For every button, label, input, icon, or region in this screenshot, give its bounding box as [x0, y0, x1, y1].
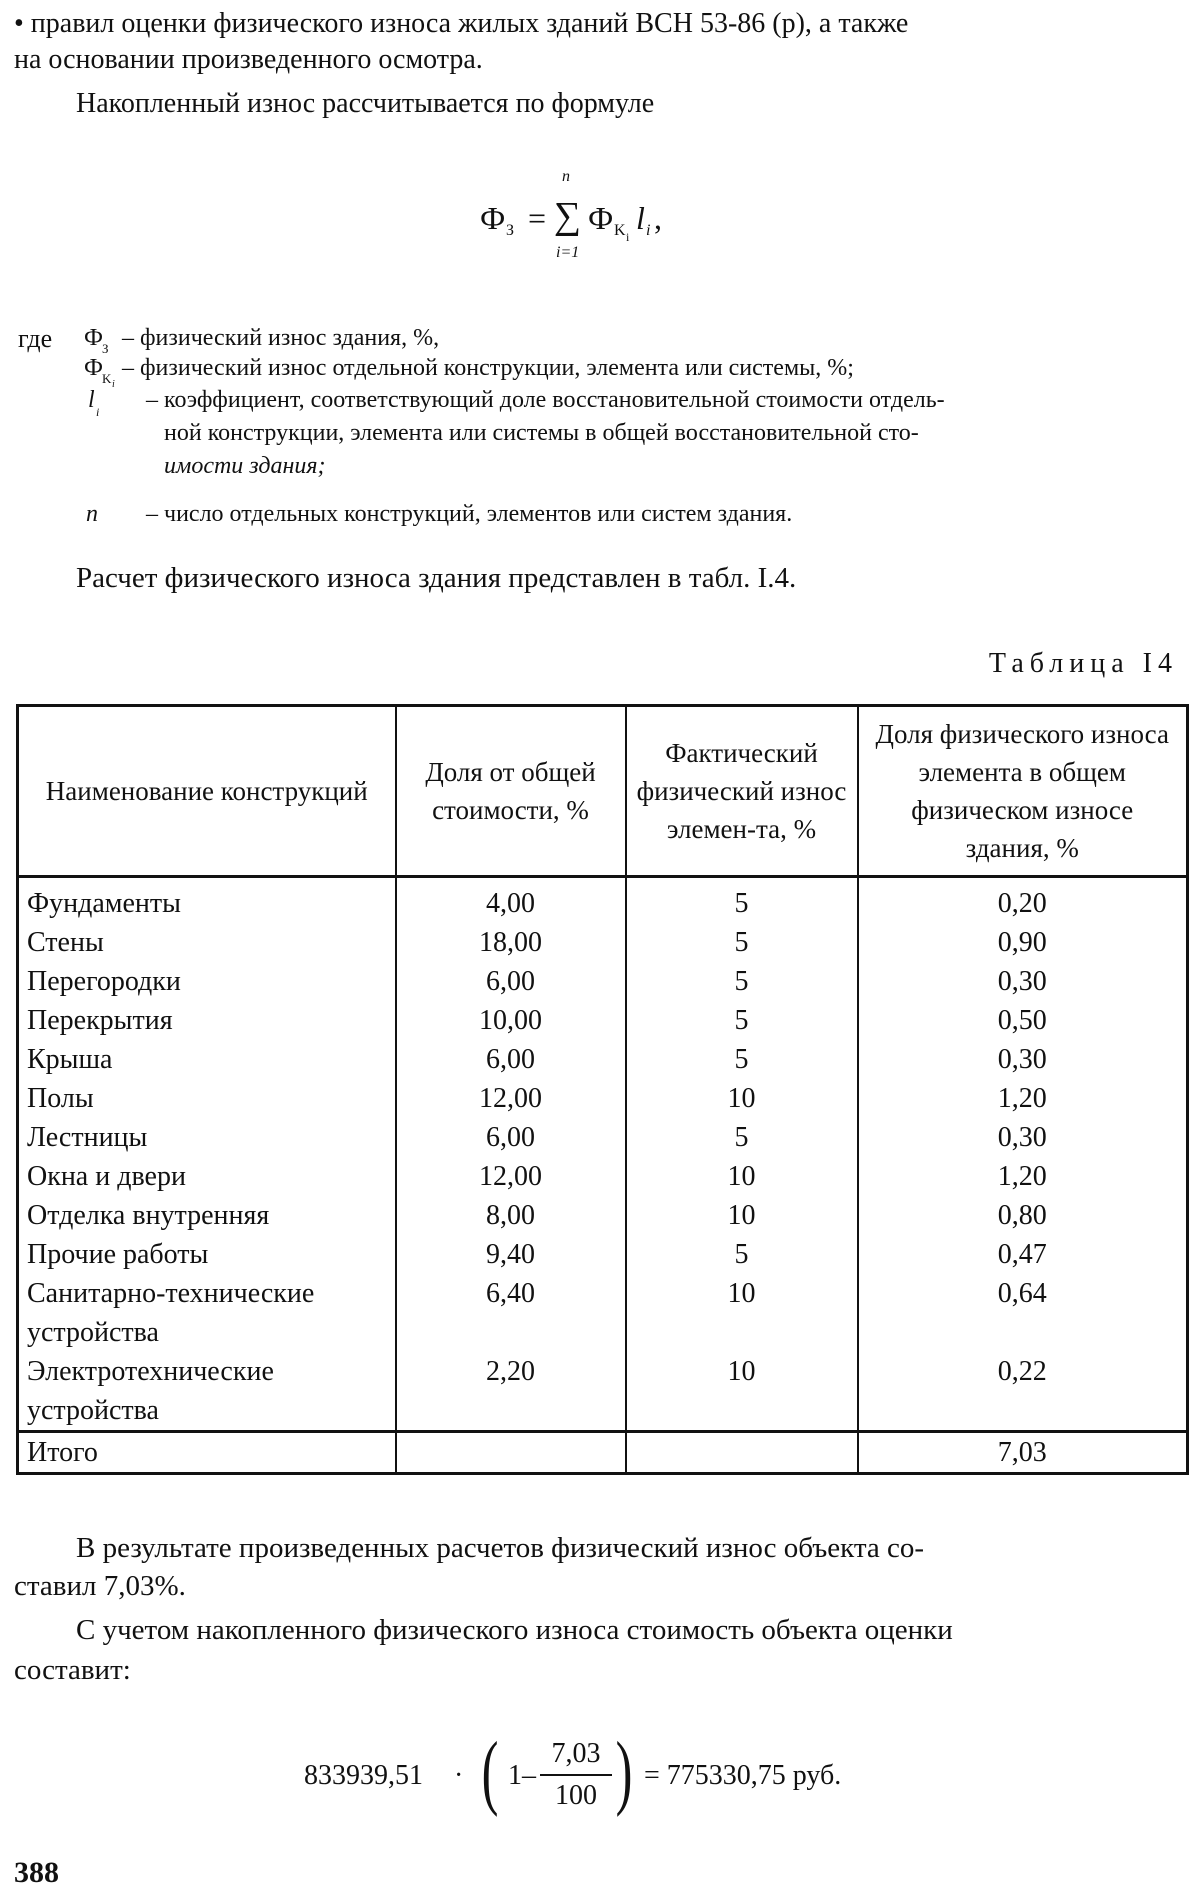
cell-part: 0,64	[858, 1274, 1188, 1352]
table-row	[18, 1040, 1188, 1079]
formula-sum-upper: n	[562, 168, 570, 185]
intro-line-2: на основании произведенного осмотра.	[14, 44, 483, 75]
cell-wear: 10	[626, 1196, 858, 1235]
cell-name: Электротехнические устройства	[18, 1352, 396, 1432]
cell-part: 0,30	[858, 962, 1188, 1001]
intro-line-1: • правил оценки физического износа жилых зданий ВСН 53-86 (р), а также	[14, 8, 909, 39]
table-row	[18, 1352, 1188, 1432]
cell-wear: 5	[626, 1040, 858, 1079]
cell-part: 0,22	[858, 1352, 1188, 1432]
table-row	[18, 1274, 1188, 1352]
cell-name: Окна и двери	[18, 1157, 396, 1196]
table-row	[18, 1235, 1188, 1274]
header-name: Наименование конструкций	[18, 706, 396, 877]
result-line-4: составит:	[14, 1654, 131, 1686]
legend-text-cont: имости здания;	[164, 453, 326, 479]
cell-wear: 5	[626, 1235, 858, 1274]
legend-symbol-sub: i	[96, 405, 100, 419]
formula-lhs: Ф	[480, 200, 506, 236]
legend-text: – коэффициент, соответствующий доле восстановительной стоимости отдель-	[146, 387, 945, 413]
header-share: Доля от общей стоимости, %	[396, 706, 626, 877]
formula-factor: l	[636, 200, 645, 236]
legend-symbol: n	[86, 501, 98, 527]
cell-name: Лестницы	[18, 1118, 396, 1157]
cell-name: Перекрытия	[18, 1001, 396, 1040]
cell-wear: 10	[626, 1274, 858, 1352]
legend-text-cont: ной конструкции, элемента или системы в общей восстановительной сто-	[164, 420, 919, 446]
table-reference-text: Расчет физического износа здания представлен в табл. І.4.	[76, 562, 797, 594]
cell-share: 6,00	[396, 962, 626, 1001]
formula-sum-sign: ∑	[554, 195, 582, 237]
table-row	[18, 1079, 1188, 1118]
cell-name: Прочие работы	[18, 1235, 396, 1274]
formula-term-subsub: i	[626, 230, 630, 244]
formula-term-sub: K	[614, 222, 626, 239]
cell-share: 18,00	[396, 923, 626, 962]
formula-result-rhs: = 775330,75 руб.	[644, 1760, 842, 1791]
formula-result	[304, 1725, 924, 1830]
formula-result-base: 833939,51	[304, 1760, 423, 1791]
table-row	[18, 1196, 1188, 1235]
cell-share: 2,20	[396, 1352, 626, 1432]
legend-where: где	[18, 324, 53, 353]
cell-wear: 10	[626, 1079, 858, 1118]
cell-part: 0,50	[858, 1001, 1188, 1040]
cell-share: 12,00	[396, 1079, 626, 1118]
cell-share: 6,00	[396, 1040, 626, 1079]
cell-name: Санитарно-технические устройства	[18, 1274, 396, 1352]
cell-wear: 10	[626, 1157, 858, 1196]
table-total-row	[18, 1432, 1188, 1474]
cell-wear: 5	[626, 877, 858, 924]
cell-name: Стены	[18, 923, 396, 962]
cell-wear: 5	[626, 1118, 858, 1157]
legend-symbol-sub: K	[102, 371, 112, 386]
cell-share: 4,00	[396, 877, 626, 924]
cell-share: 6,00	[396, 1118, 626, 1157]
cell-share: 10,00	[396, 1001, 626, 1040]
cell-name: Отделка внутренняя	[18, 1196, 396, 1235]
table-row	[18, 877, 1188, 924]
cell-part: 0,80	[858, 1196, 1188, 1235]
formula-left-paren: (	[481, 1725, 499, 1818]
cell-wear: 5	[626, 962, 858, 1001]
page-number: 388	[14, 1856, 59, 1889]
formula-accumulated-wear	[470, 160, 730, 270]
cell-part: 0,20	[858, 877, 1188, 924]
cell-part: 0,30	[858, 1118, 1188, 1157]
formula-right-paren: )	[615, 1725, 633, 1818]
table-row	[18, 962, 1188, 1001]
fraction-numerator: 7,03	[551, 1738, 601, 1769]
legend-symbol: l	[88, 387, 95, 413]
cell-total-wear	[626, 1432, 858, 1474]
legend-symbol: Ф	[84, 355, 103, 381]
result-line-3: С учетом накопленного физического износа стоимость объекта оценки	[76, 1614, 953, 1646]
cell-total-share	[396, 1432, 626, 1474]
table-row	[18, 1001, 1188, 1040]
table-row	[18, 1118, 1188, 1157]
legend-text: – физический износ отдельной конструкции, элемента или системы, %;	[122, 355, 854, 381]
formula-factor-sub: i	[646, 222, 651, 239]
cell-total-part: 7,03	[858, 1432, 1188, 1474]
cell-part: 0,47	[858, 1235, 1188, 1274]
legend-symbol: Ф	[84, 325, 103, 351]
legend-symbol-subsub: i	[112, 379, 115, 390]
cell-share: 12,00	[396, 1157, 626, 1196]
cell-total-label: Итого	[18, 1432, 396, 1474]
formula-tail: ,	[654, 200, 662, 236]
formula-result-dot: ·	[454, 1760, 464, 1791]
cell-share: 8,00	[396, 1196, 626, 1235]
cell-part: 1,20	[858, 1157, 1188, 1196]
cell-wear: 10	[626, 1352, 858, 1432]
formula-lhs-sub: З	[506, 222, 515, 239]
cell-share: 9,40	[396, 1235, 626, 1274]
cell-name: Полы	[18, 1079, 396, 1118]
formula-result-minus: –	[522, 1760, 536, 1791]
result-line-2: ставил 7,03%.	[14, 1570, 186, 1602]
cell-name: Фундаменты	[18, 877, 396, 924]
cell-wear: 5	[626, 1001, 858, 1040]
cell-name: Крыша	[18, 1040, 396, 1079]
table-row	[18, 1157, 1188, 1196]
header-wear-part: Доля физического износа элемента в общем физическом износе здания, %	[858, 706, 1188, 877]
formula-equals: =	[528, 200, 547, 236]
cell-part: 0,90	[858, 923, 1188, 962]
legend-text: – физический износ здания, %,	[122, 325, 440, 351]
result-line-1: В результате произведенных расчетов физический износ объекта со-	[76, 1532, 925, 1564]
table-caption: Таблица І4	[988, 648, 1178, 679]
legend-symbol-sub: З	[102, 341, 109, 356]
header-actual-wear: Фактический физический износ элемен-та, %	[626, 706, 858, 877]
formula-term: Ф	[588, 200, 614, 236]
cell-part: 0,30	[858, 1040, 1188, 1079]
formula-sum-lower: i=1	[556, 244, 580, 261]
legend-text: – число отдельных конструкций, элементов или систем здания.	[146, 501, 793, 527]
intro-line-3: Накопленный износ рассчитывается по формуле	[76, 88, 655, 119]
table-header-row	[18, 706, 1188, 877]
cell-share: 6,40	[396, 1274, 626, 1352]
wear-table	[16, 704, 1189, 1475]
formula-result-fraction	[536, 1736, 616, 1814]
cell-wear: 5	[626, 923, 858, 962]
cell-part: 1,20	[858, 1079, 1188, 1118]
fraction-bar	[540, 1774, 612, 1776]
cell-name: Перегородки	[18, 962, 396, 1001]
fraction-denominator: 100	[555, 1780, 597, 1811]
formula-result-one: 1	[508, 1760, 522, 1791]
table-row	[18, 923, 1188, 962]
